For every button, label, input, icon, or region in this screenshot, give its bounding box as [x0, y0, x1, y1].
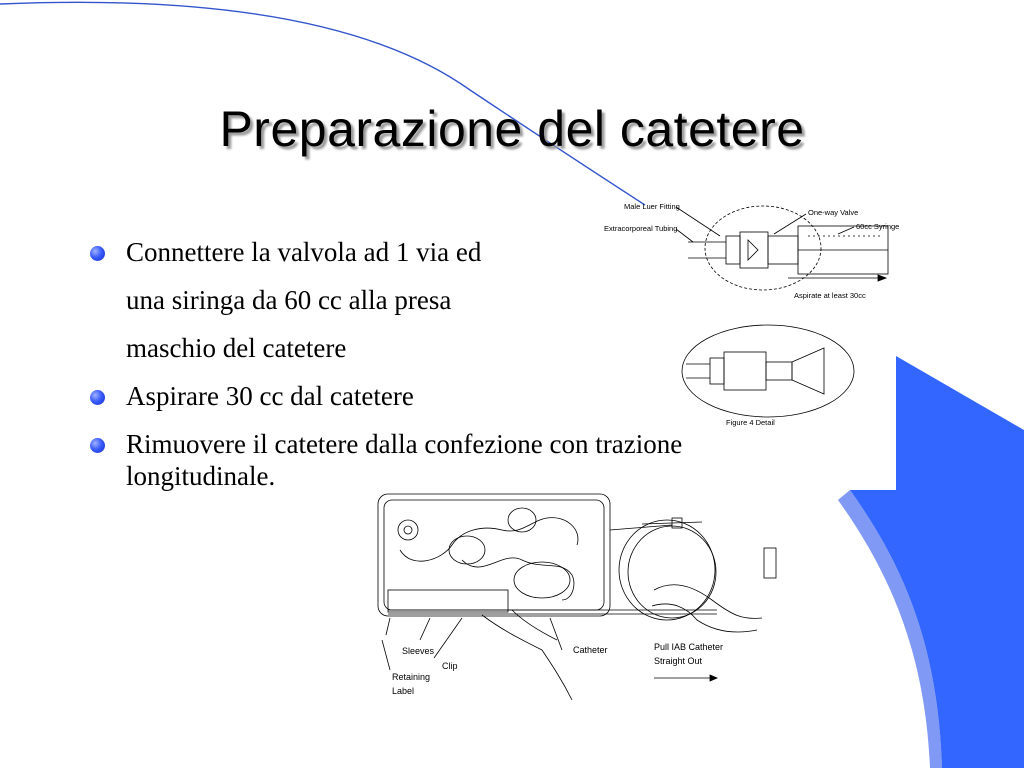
- bullet-item: [90, 420, 682, 492]
- one-way-valve-label: One-way Valve: [808, 208, 859, 217]
- pull-label-line1: Pull IAB Catheter: [654, 642, 724, 652]
- bullet-dot-icon: [90, 438, 105, 453]
- bullet-text: Rimuovere il catetere dalla confezione con trazione: [126, 429, 683, 459]
- bullet-item: [90, 372, 682, 420]
- bullet-text: maschio del catetere: [126, 333, 347, 363]
- bullet-dot-icon: [90, 246, 105, 261]
- bullet-dot-icon: [90, 390, 105, 405]
- bullet-list: [90, 228, 682, 492]
- bullet-text: longitudinale.: [126, 461, 276, 491]
- syringe-label: 60cc Syringe: [856, 222, 900, 231]
- sleeves-label: Sleeves: [402, 646, 435, 656]
- slide-title: Preparazione del catetere: [219, 101, 805, 157]
- clip-label: Clip: [442, 661, 458, 671]
- pull-label-line2: Straight Out: [654, 656, 703, 666]
- male-luer-label: Male Luer Fitting: [624, 202, 680, 211]
- catheter-label: Catheter: [573, 645, 608, 655]
- bullet-text: Connettere la valvola ad 1 via ed: [126, 237, 482, 267]
- catheter-tray-figure: [372, 490, 784, 704]
- syringe-valve-figure: [598, 196, 908, 432]
- bullet-text: Aspirare 30 cc dal catetere: [126, 381, 414, 411]
- extracorporeal-label: Extracorporeal Tubing: [604, 224, 678, 233]
- retaining-label-line2: Label: [392, 686, 415, 696]
- figure-detail-label: Figure 4 Detail: [726, 418, 775, 427]
- aspirate-label: Aspirate at least 30cc: [794, 291, 866, 300]
- retaining-label-line1: Retaining: [392, 672, 431, 682]
- bullet-text: una siringa da 60 cc alla presa: [126, 285, 452, 315]
- bullet-item: [90, 228, 682, 372]
